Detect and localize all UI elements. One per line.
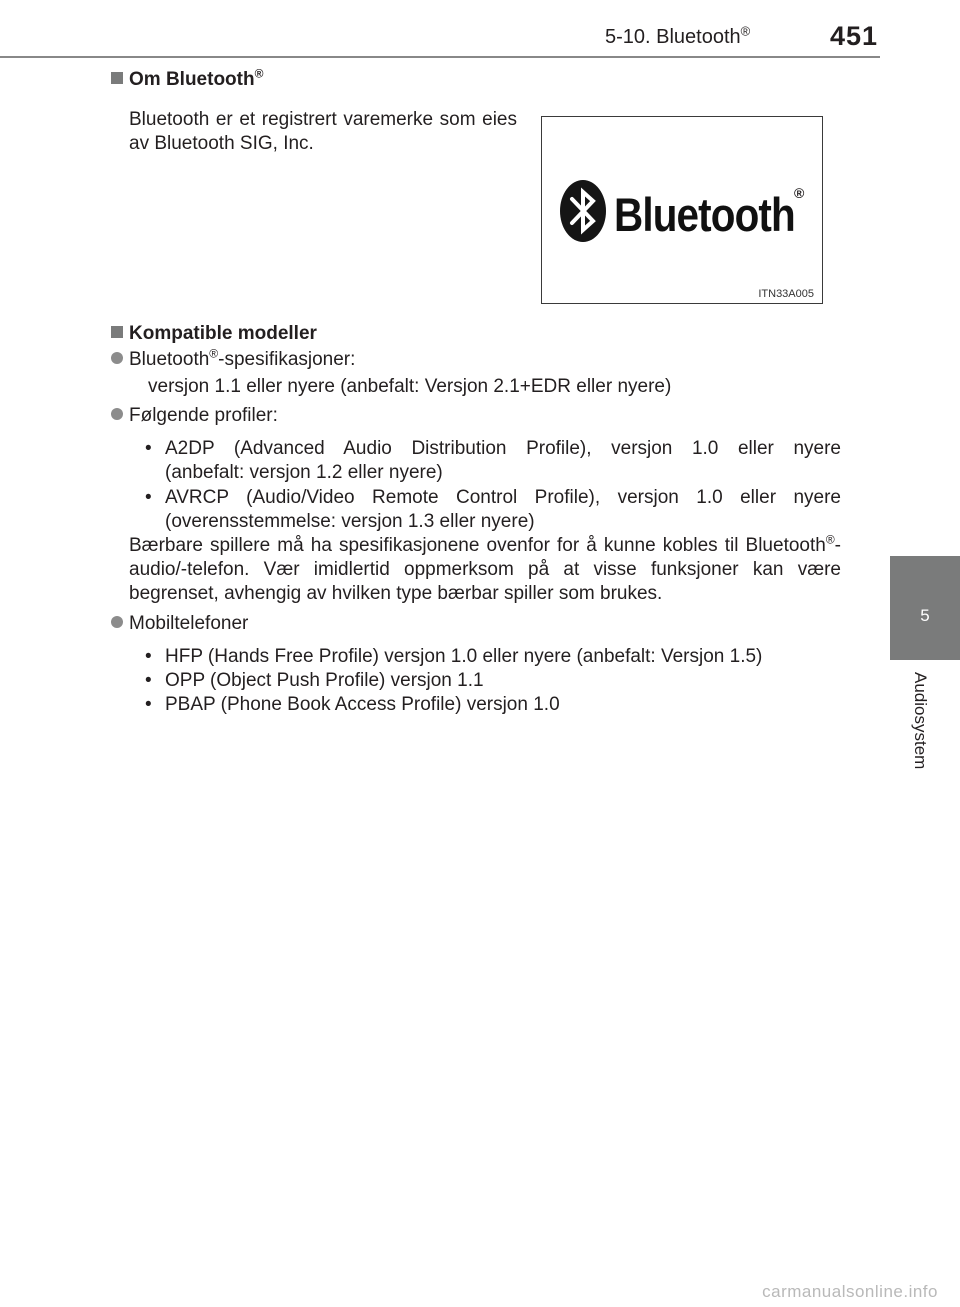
header-divider	[0, 56, 880, 58]
section-title: 5-10. Bluetooth®	[605, 23, 751, 48]
chapter-name: Audiosystem	[911, 672, 930, 770]
list-item	[145, 486, 841, 534]
spec-item: Bluetooth®-spesifikasjoner:	[111, 348, 841, 372]
phones-item: Mobiltelefoner	[111, 612, 841, 636]
circle-bullet-icon	[111, 616, 123, 628]
circle-bullet-icon	[111, 352, 123, 364]
chapter-label	[888, 672, 928, 822]
square-bullet-icon	[111, 326, 123, 338]
profile-line: (anbefalt: versjon 1.2 eller nyere)	[165, 462, 443, 483]
watermark: carmanualsonline.info	[762, 1282, 938, 1301]
bullet-marker: •	[145, 694, 152, 715]
figure-caption: ITN33A005	[758, 288, 814, 300]
chapter-number: 5	[920, 606, 930, 625]
bluetooth-rune-icon	[558, 179, 608, 243]
profile-line: A2DP (Advanced Audio Distribution Profile), versjon 1.0 eller nyere	[165, 438, 841, 459]
list-item	[145, 437, 841, 485]
profile-line: (overensstemmelse: versjon 1.3 eller nyere)	[165, 511, 535, 532]
bullet-marker: •	[145, 438, 152, 459]
page-header	[0, 0, 960, 62]
section-heading-om-bluetooth: Om Bluetooth®	[111, 68, 263, 92]
bluetooth-wordmark: Bluetooth	[614, 188, 795, 241]
list-item: • PBAP (Phone Book Access Profile) versjon 1.0	[145, 694, 560, 715]
bluetooth-logo-figure	[541, 116, 823, 304]
registered-mark: ®	[794, 185, 805, 201]
profile-line: AVRCP (Audio/Video Remote Control Profile), versjon 1.0 eller nyere	[165, 487, 841, 508]
list-item: • HFP (Hands Free Profile) versjon 1.0 eller nyere (anbefalt: Versjon 1.5)	[145, 646, 763, 667]
square-bullet-icon	[111, 72, 123, 84]
bullet-marker: •	[145, 670, 152, 691]
chapter-tab	[890, 556, 960, 660]
list-item: • OPP (Object Push Profile) versjon 1.1	[145, 670, 484, 691]
page-number: 451	[830, 21, 879, 51]
section-heading-kompatible: Kompatible modeller	[111, 322, 317, 346]
compatibility-note: Bærbare spillere må ha spesifikasjonene ovenfor for å kunne kobles til Bluetooth®-audio/-telefon. Vær imidlertid oppmerksom på at visse funksjoner kan være begrenset, avhengig av hvilken type bærbar spiller som brukes.	[129, 532, 841, 604]
footer	[0, 1280, 960, 1307]
bullet-marker: •	[145, 646, 152, 667]
bullet-marker: •	[145, 487, 152, 508]
trademark-paragraph: Bluetooth er et registrert varemerke som eies av Bluetooth SIG, Inc.	[129, 109, 517, 154]
circle-bullet-icon	[111, 408, 123, 420]
profiles-item: Følgende profiler:	[111, 404, 841, 428]
spec-item-detail: versjon 1.1 eller nyere (anbefalt: Versjon 2.1+EDR eller nyere)	[148, 376, 672, 397]
